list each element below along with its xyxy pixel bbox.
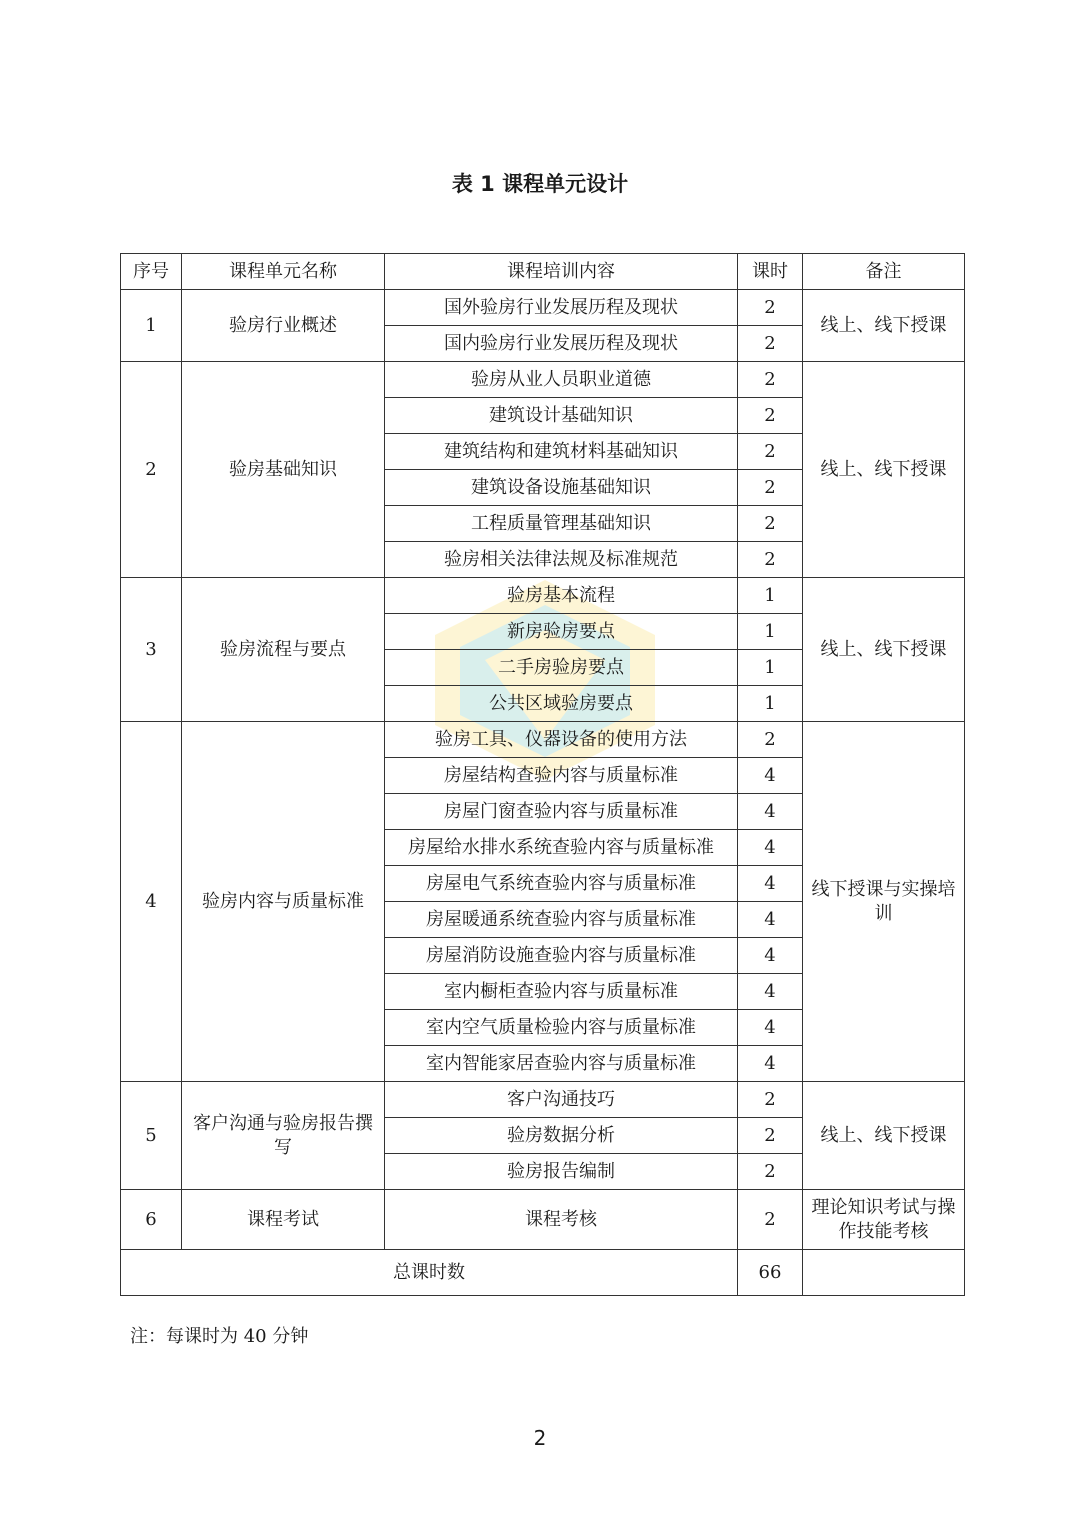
unit-name: 验房内容与质量标准 [182,722,385,1082]
header-content: 课程培训内容 [385,254,738,290]
total-label: 总课时数 [121,1250,738,1296]
training-content: 房屋暖通系统查验内容与质量标准 [385,902,738,938]
training-content: 室内智能家居查验内容与质量标准 [385,1046,738,1082]
unit-name: 验房流程与要点 [182,578,385,722]
training-content: 建筑结构和建筑材料基础知识 [385,434,738,470]
table-row [121,290,965,326]
class-hours: 2 [738,542,803,578]
class-hours: 1 [738,578,803,614]
header-unit-name: 课程单元名称 [182,254,385,290]
class-hours: 1 [738,686,803,722]
total-row [121,1250,965,1296]
table-row [121,362,965,398]
unit-remarks: 线上、线下授课 [803,362,965,578]
training-content: 房屋消防设施查验内容与质量标准 [385,938,738,974]
unit-remarks: 线上、线下授课 [803,1082,965,1190]
class-hours: 2 [738,398,803,434]
total-remarks [803,1250,965,1296]
class-hours: 1 [738,614,803,650]
training-content: 国外验房行业发展历程及现状 [385,290,738,326]
class-hours: 2 [738,470,803,506]
unit-number: 1 [121,290,182,362]
table-row [121,1190,965,1250]
class-hours: 2 [738,362,803,398]
class-hours: 4 [738,794,803,830]
training-content: 建筑设备设施基础知识 [385,470,738,506]
unit-number: 6 [121,1190,182,1250]
training-content: 验房报告编制 [385,1154,738,1190]
class-hours: 4 [738,1010,803,1046]
total-hours: 66 [738,1250,803,1296]
class-hours: 2 [738,1118,803,1154]
training-content: 课程考核 [385,1190,738,1250]
training-content: 室内橱柜查验内容与质量标准 [385,974,738,1010]
class-hours: 4 [738,830,803,866]
training-content: 验房工具、仪器设备的使用方法 [385,722,738,758]
training-content: 验房从业人员职业道德 [385,362,738,398]
footnote: 注：每课时为 40 分钟 [130,1326,309,1347]
class-hours: 2 [738,434,803,470]
unit-remarks: 线上、线下授课 [803,290,965,362]
training-content: 验房数据分析 [385,1118,738,1154]
header-seq: 序号 [121,254,182,290]
header-hours: 课时 [738,254,803,290]
unit-name: 客户沟通与验房报告撰写 [182,1082,385,1190]
unit-remarks: 理论知识考试与操作技能考核 [803,1190,965,1250]
table-row [121,578,965,614]
class-hours: 4 [738,758,803,794]
class-hours: 1 [738,650,803,686]
training-content: 房屋电气系统查验内容与质量标准 [385,866,738,902]
training-content: 验房相关法律法规及标准规范 [385,542,738,578]
unit-number: 5 [121,1082,182,1190]
unit-number: 2 [121,362,182,578]
unit-number: 4 [121,722,182,1082]
class-hours: 2 [738,290,803,326]
training-content: 工程质量管理基础知识 [385,506,738,542]
table-row [121,1082,965,1118]
training-content: 公共区域验房要点 [385,686,738,722]
training-content: 建筑设计基础知识 [385,398,738,434]
unit-name: 课程考试 [182,1190,385,1250]
class-hours: 2 [738,326,803,362]
unit-number: 3 [121,578,182,722]
header-remarks: 备注 [803,254,965,290]
page-number: 2 [533,1426,547,1450]
table-row [121,722,965,758]
unit-remarks: 线下授课与实操培训 [803,722,965,1082]
class-hours: 4 [738,974,803,1010]
unit-name: 验房行业概述 [182,290,385,362]
training-content: 客户沟通技巧 [385,1082,738,1118]
training-content: 室内空气质量检验内容与质量标准 [385,1010,738,1046]
class-hours: 4 [738,1046,803,1082]
unit-name: 验房基础知识 [182,362,385,578]
class-hours: 4 [738,938,803,974]
training-content: 房屋门窗查验内容与质量标准 [385,794,738,830]
class-hours: 2 [738,722,803,758]
training-content: 新房验房要点 [385,614,738,650]
unit-remarks: 线上、线下授课 [803,578,965,722]
training-content: 国内验房行业发展历程及现状 [385,326,738,362]
class-hours: 4 [738,902,803,938]
class-hours: 2 [738,1190,803,1250]
training-content: 房屋给水排水系统查验内容与质量标准 [385,830,738,866]
course-unit-table [120,253,965,1296]
training-content: 验房基本流程 [385,578,738,614]
class-hours: 2 [738,506,803,542]
class-hours: 2 [738,1082,803,1118]
table-header-row [121,254,965,290]
training-content: 二手房验房要点 [385,650,738,686]
class-hours: 2 [738,1154,803,1190]
class-hours: 4 [738,866,803,902]
training-content: 房屋结构查验内容与质量标准 [385,758,738,794]
table-title: 表 1 课程单元设计 [451,172,629,196]
